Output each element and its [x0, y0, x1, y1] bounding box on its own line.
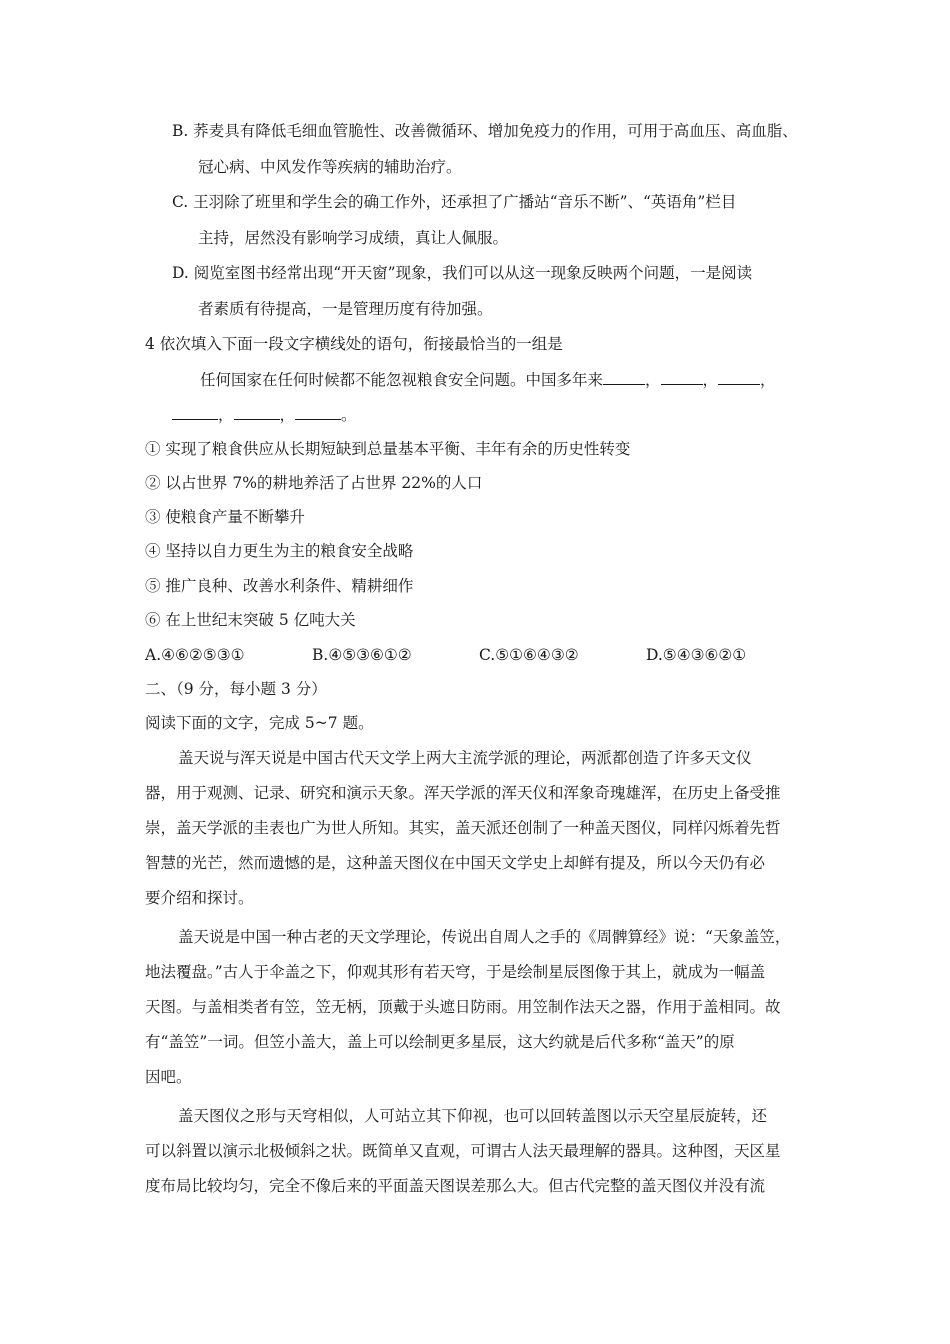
comma: ，: [218, 406, 234, 424]
choice-d: D.⑤④③⑥②①: [646, 646, 747, 664]
paragraph1-line4: 智慧的光芒，然而遗憾的是，这种盖天图仪在中国天文学史上却鲜有提及，所以今天仍有必: [145, 854, 766, 872]
period: 。: [341, 406, 357, 424]
question4-stem: 4 依次填入下面一段文字横线处的语句，衔接最恰当的一组是: [145, 335, 563, 353]
paragraph1-line3: 崇，盖天学派的圭表也广为世人所知。其实，盖天派还创制了一种盖天图仪，同样闪烁着先哲: [145, 819, 781, 837]
answer-blank: [718, 370, 760, 385]
question4-passage-line2: [172, 405, 357, 425]
answer-blank: [172, 405, 218, 420]
paragraph2-line1: 盖天说是中国一种古老的天文学理论，传说出自周人之手的《周髀算经》说：“天象盖笠，: [178, 928, 791, 946]
option-d-line1: D. 阅览室图书经常出现“开天窗”现象，我们可以从这一现象反映两个问题，一是阅读: [172, 264, 753, 282]
answer-blank: [603, 370, 645, 385]
question4-passage-line1: [200, 370, 776, 390]
paragraph3-line2: 可以斜置以演示北极倾斜之状。既简单又直观，可谓古人法天最理解的器具。这种图，天区星: [145, 1142, 781, 1160]
choice-c: C.⑤①⑥④③②: [479, 646, 579, 664]
comma: ，: [760, 371, 776, 389]
choice-a: A.④⑥②⑤③①: [145, 646, 245, 664]
sentence-item-6: ⑥ 在上世纪末突破 5 亿吨大关: [145, 611, 356, 629]
paragraph3-line1: 盖天图仪之形与天穹相似，人可站立其下仰视，也可以回转盖图以示天空星辰旋转，还: [178, 1107, 768, 1125]
sentence-item-5: ⑤ 推广良种、改善水利条件、精耕细作: [145, 577, 414, 595]
paragraph2-line2: 地法覆盘。”古人于伞盖之下，仰观其形有若天穹，于是绘制星辰图像于其上，就成为一幅盖: [145, 963, 766, 981]
passage-start: 任何国家在任何时候都不能忽视粮食安全问题。中国多年来: [200, 371, 604, 389]
comma: ，: [702, 371, 719, 389]
sentence-item-1: ① 实现了粮食供应从长期短缺到总量基本平衡、丰年有余的历史性转变: [145, 440, 631, 458]
answer-blank: [234, 405, 280, 420]
sentence-item-4: ④ 坚持以自力更生为主的粮食安全战略: [145, 542, 414, 560]
option-b-line1: B. 荞麦具有降低毛细血管脆性、改善微循环、增加免疫力的作用，可用于高血压、高血脂、: [172, 122, 798, 140]
option-b-line2: 冠心病、中风发作等疾病的辅助治疗。: [198, 158, 462, 176]
section-instruction: 阅读下面的文字，完成 5~7 题。: [145, 714, 374, 732]
option-d-line2: 者素质有待提高，一是管理历度有待加强。: [198, 300, 493, 318]
paragraph1-line2: 器，用于观测、记录、研究和演示天象。浑天学派的浑天仪和浑象奇瑰雄浑，在历史上备受推: [145, 784, 781, 802]
paragraph3-line3: 度布局比较均匀，完全不像后来的平面盖天图误差那么大。但古代完整的盖天图仪并没有流: [145, 1177, 766, 1195]
section-heading: 二、（9 分，每小题 3 分）: [145, 680, 327, 698]
paragraph1-line5: 要介绍和探讨。: [145, 889, 254, 907]
answer-blank: [295, 405, 341, 420]
answer-blank: [661, 370, 703, 385]
option-c-line2: 主持，居然没有影响学习成绩，真让人佩服。: [198, 229, 509, 247]
sentence-item-2: ② 以占世界 7%的耕地养活了占世界 22%的人口: [145, 474, 483, 492]
option-c-line1: C. 王羽除了班里和学生会的确工作外，还承担了广播站“音乐不断”、“英语角”栏目: [172, 193, 737, 211]
paragraph2-line5: 因吧。: [145, 1068, 192, 1086]
comma: ，: [279, 406, 296, 424]
sentence-item-3: ③ 使粮食产量不断攀升: [145, 508, 305, 526]
comma: ，: [645, 371, 661, 389]
paragraph2-line3: 天图。与盖相类者有笠，笠无柄，顶戴于头遮日防雨。用笠制作法天之器，作用于盖相同。故: [145, 998, 781, 1016]
paragraph1-line1: 盖天说与浑天说是中国古代天文学上两大主流学派的理论，两派都创造了许多天文仪: [178, 749, 752, 767]
paragraph2-line4: 有“盖笠”一词。但笠小盖大，盖上可以绘制更多星辰，这大约就是后代多称“盖天”的原: [145, 1033, 735, 1051]
choice-b: B.④⑤③⑥①②: [312, 646, 412, 664]
